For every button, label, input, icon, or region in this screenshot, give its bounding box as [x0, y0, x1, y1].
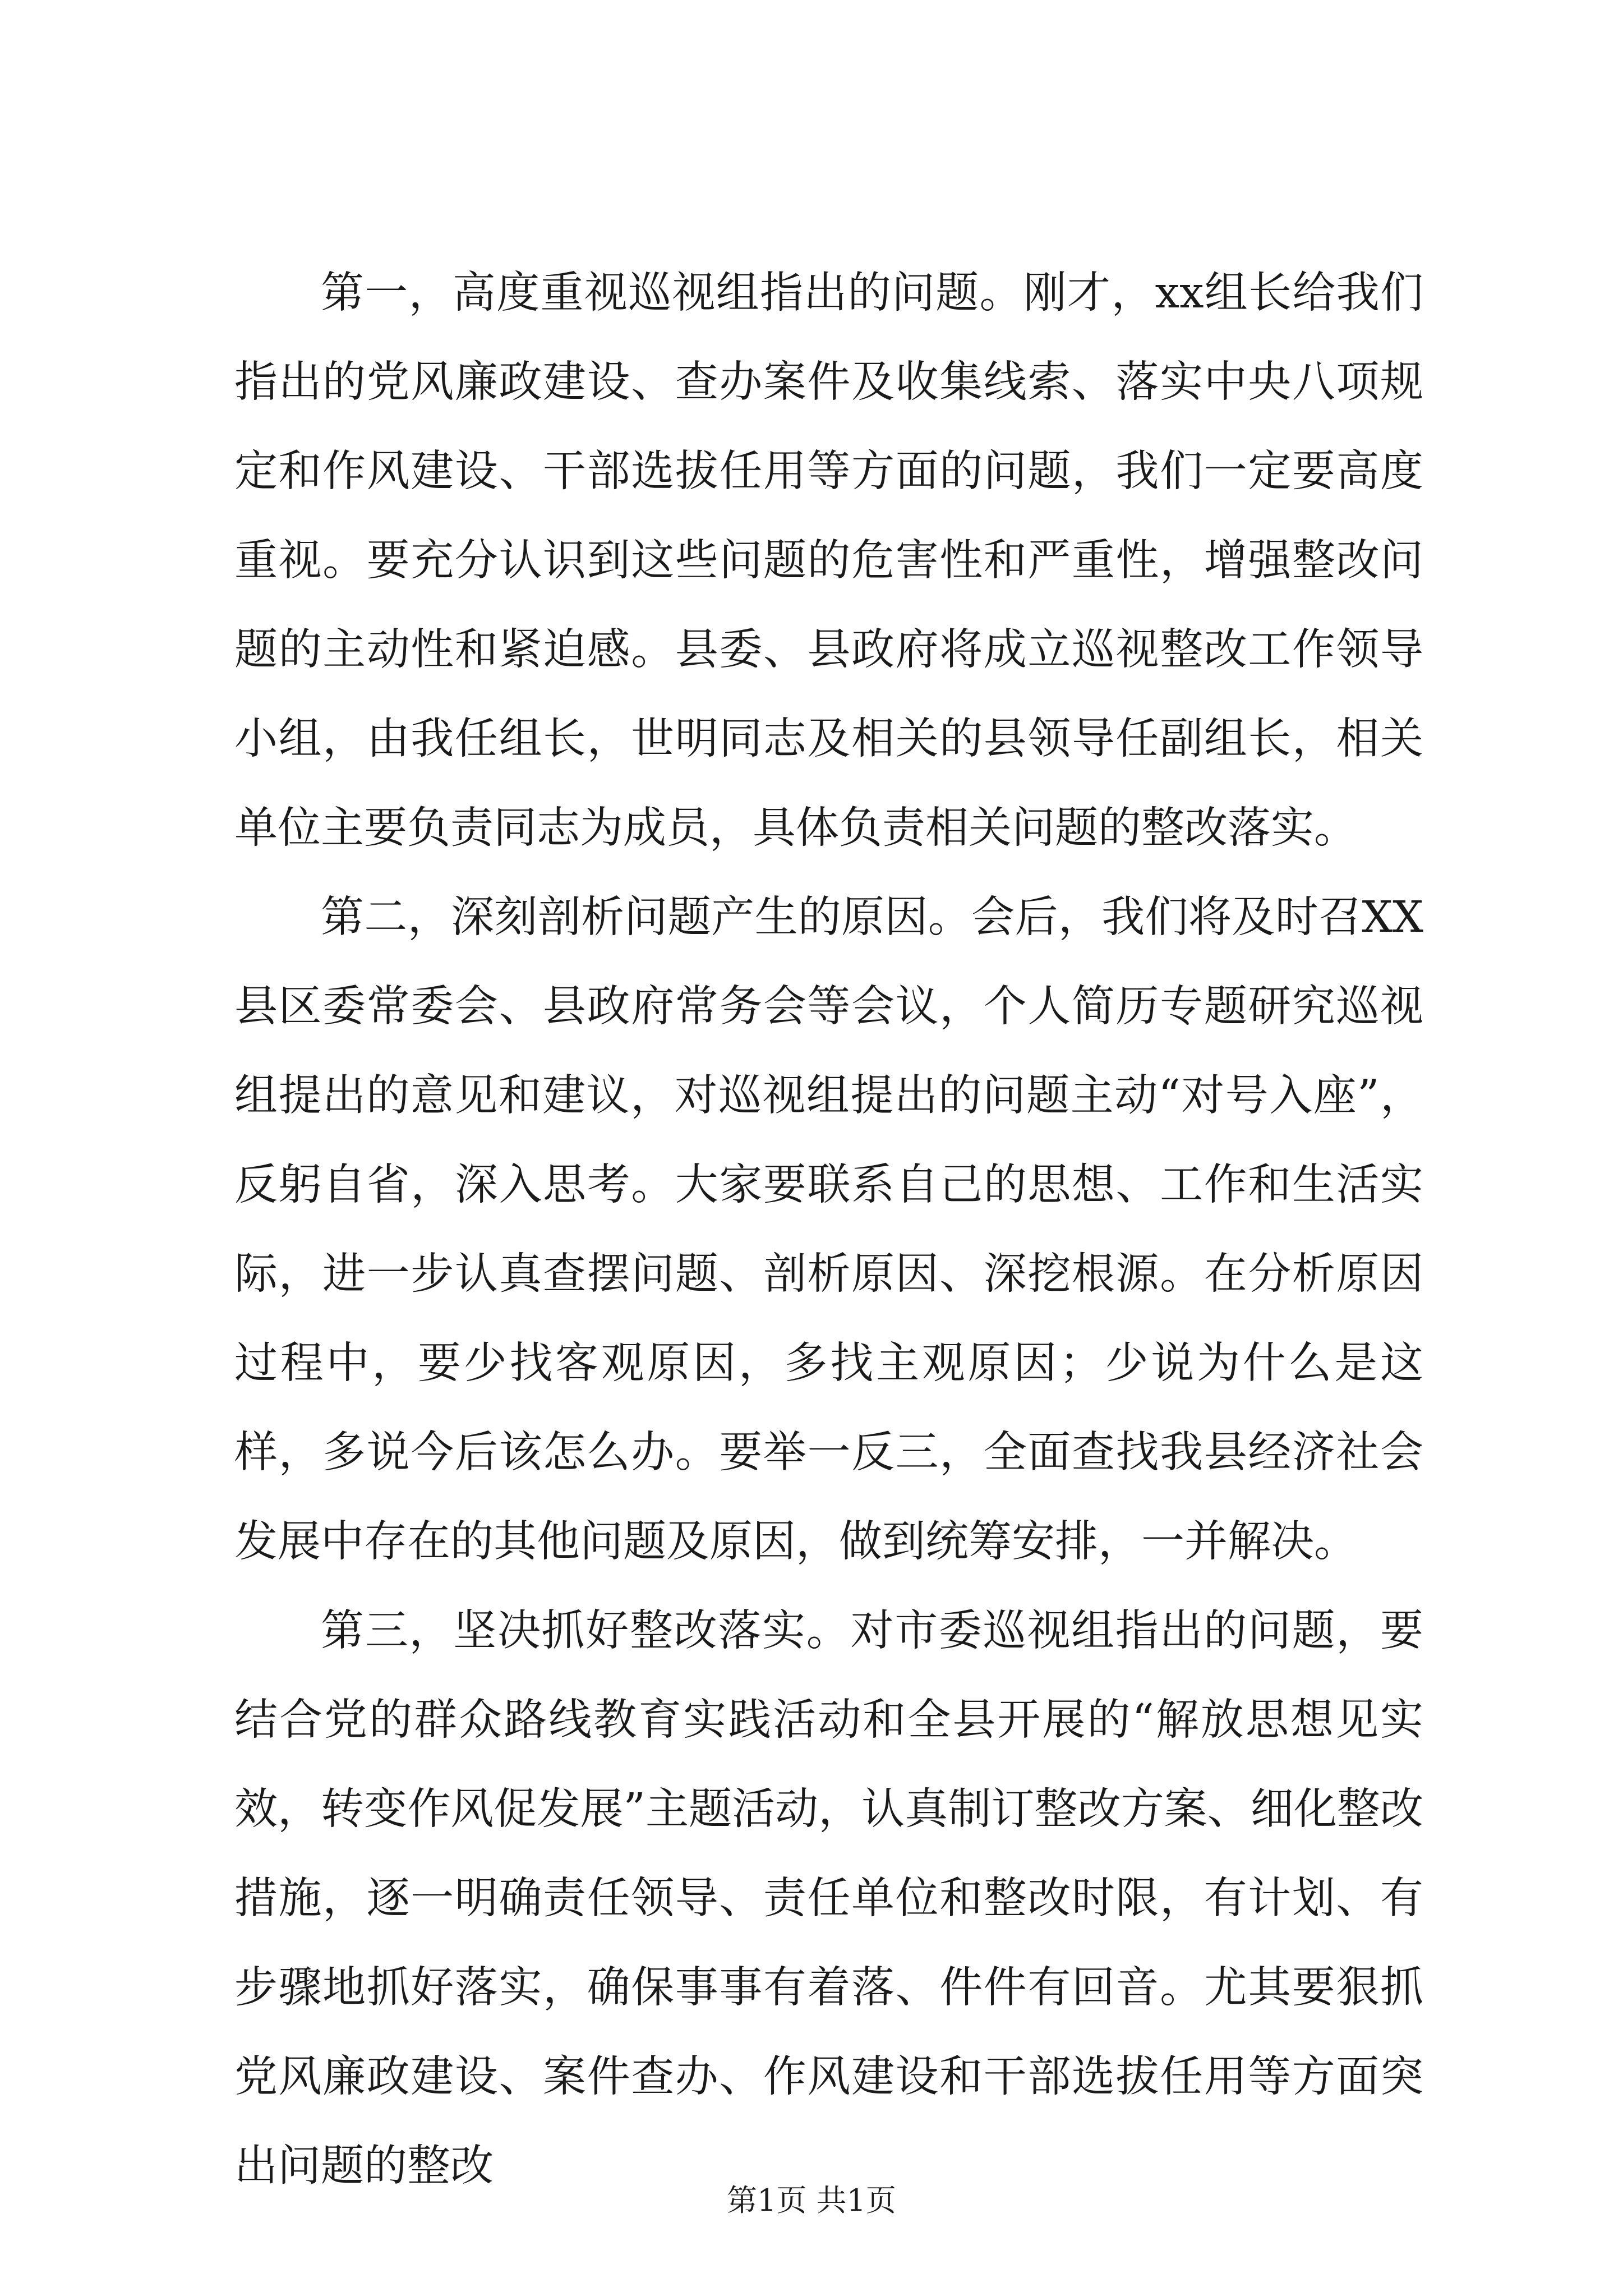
- paragraph-3: 第三，坚决抓好整改落实。对市委巡视组指出的问题，要结合党的群众路线教育实践活动和全县开展的“解放思想见实效，转变作风促发展”主题活动，认真制订整改方案、细化整改措施，逐一明确责任领导、责任单位和整改时限，有计划、有步骤地抓好落实，确保事事有着落、件件有回音。尤其要狠抓党风廉政建设、案件查办、作风建设和干部选拔任用等方面突出问题的整改: [234, 1606, 1423, 2191]
- document-body: [234, 249, 1423, 2211]
- paragraph-1: 第一，高度重视巡视组指出的问题。刚才，xx组长给我们指出的党风廉政建设、查办案件及收集线索、落实中央八项规定和作风建设、干部选拔任用等方面的问题，我们一定要高度重视。要充分认识到这些问题的危害性和严重性，增强整改问题的主动性和紧迫感。县委、县政府将成立巡视整改工作领导小组，由我任组长，世明同志及相关的县领导任副组长，相关单位主要负责同志为成员，具体负责相关问题的整改落实。: [234, 268, 1423, 853]
- paragraph-2: 第二，深刻剖析问题产生的原因。会后，我们将及时召XX县区委常委会、县政府常务会等会议，个人简历专题研究巡视组提出的意见和建议，对巡视组提出的问题主动“对号入座”，反躬自省，深入思考。大家要联系自己的思想、工作和生活实际，进一步认真查摆问题、剖析原因、深挖根源。在分析原因过程中，要少找客观原因，多找主观原因；少说为什么是这样，多说今后该怎么办。要举一反三，全面查找我县经济社会发展中存在的其他问题及原因，做到统筹安排，一并解决。: [234, 892, 1423, 1567]
- page-footer: 第1页 共1页: [727, 2183, 896, 2218]
